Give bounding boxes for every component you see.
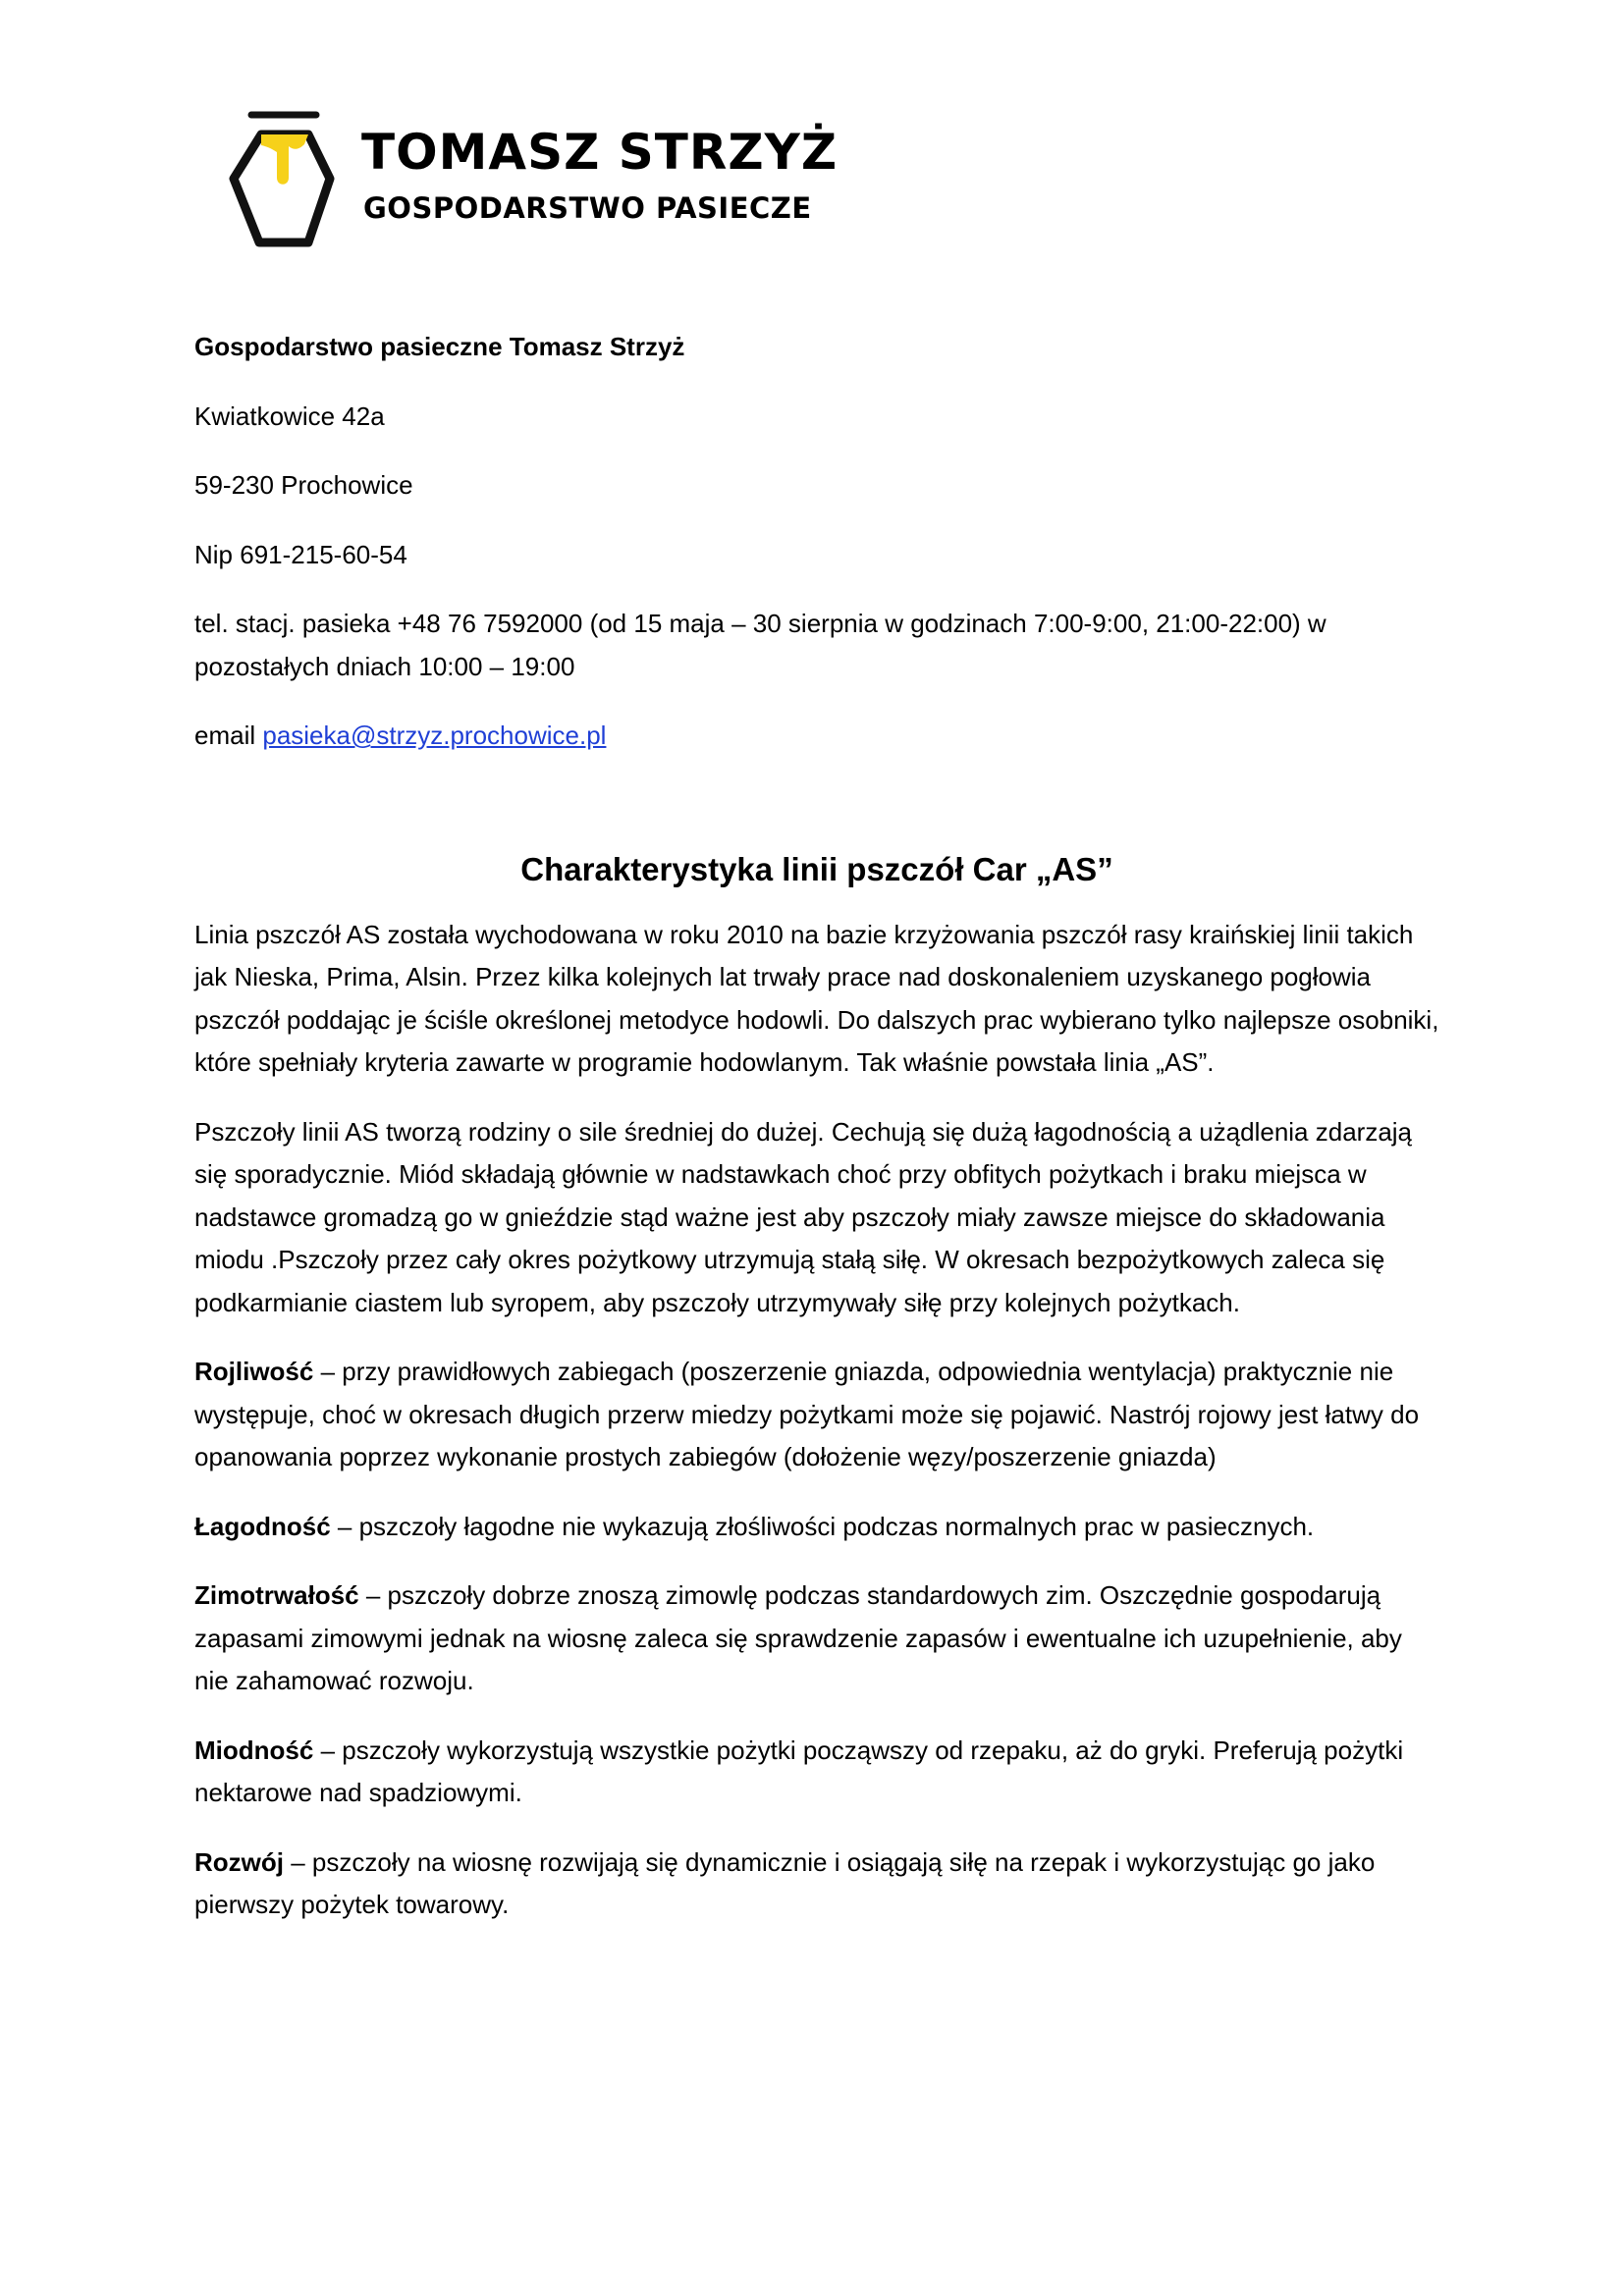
email-line: [194, 715, 1439, 758]
trait-term: Rozwój: [194, 1846, 284, 1877]
company-name: Gospodarstwo pasieczne Tomasz Strzyż: [194, 332, 685, 361]
trait-term: Rojliwość: [194, 1357, 314, 1386]
trait-development: [194, 1842, 1439, 1927]
trait-description: – przy prawidłowych zabiegach (poszerzenie gniazda, odpowiednia wentylacja) praktycznie nie występuje, choć w okresach długich przerw miedzy pożytkami może się pojawić. Nastrój rojowy jest łatwy do opanowania poprzez wykonanie prostych zabiegów (dołożenie węzy/poszerzenie gniazda): [194, 1357, 1420, 1471]
trait-term: Miodność: [194, 1735, 314, 1765]
trait-description: – pszczoły wykorzystują wszystkie pożytki począwszy od rzepaku, aż do gryki. Preferują pożytki nektarowe nad spadziowymi.: [194, 1735, 1404, 1807]
paragraph-intro-2: Pszczoły linii AS tworzą rodziny o sile średniej do dużej. Cechują się dużą łagodnością a użądlenia zdarzają się sporadycznie. Miód składają głównie w nadstawkach choć przy obfitych pożytkach i braku miejsca w nadstawce gromadzą go w gnieździe stąd ważne jest aby pszczoły miały zawsze miejsce do składowania miodu .Pszczoły przez cały okres pożytkowy utrzymują stałą siłę. W okresach bezpożytkowych zaleca się podkarmianie ciastem lub syropem, aby pszczoły utrzymywały siłę przy kolejnych pożytkach.: [194, 1116, 1413, 1317]
document-title: Charakterystyka linii pszczół Car „AS”: [520, 850, 1113, 887]
logo-title: TOMASZ STRZYŻ: [361, 124, 839, 181]
trait-description: – pszczoły łagodne nie wykazują złośliwości podczas normalnych prac w pasiecznych.: [330, 1511, 1315, 1541]
email-link[interactable]: pasieka@strzyz.prochowice.pl: [262, 721, 607, 750]
street-address: Kwiatkowice 42a: [194, 400, 385, 431]
trait-swarming: [194, 1351, 1439, 1479]
email-label: email: [194, 721, 263, 750]
paragraph-intro-1: Linia pszczół AS została wychodowana w roku 2010 na bazie krzyżowania pszczół rasy kraińskiej linii takich jak Nieska, Prima, Alsin. Przez kilka kolejnych lat trwały prace nad doskonaleniem uzyskanego pogłowia pszczół poddając je ściśle określonej metodyce hodowli. Do dalszych prac wybierano tylko najlepsze osobniki, które spełniały kryteria zawarte w programie hodowlanym. Tak właśnie powstała linia „AS”.: [194, 919, 1439, 1077]
trait-term: Łagodność: [194, 1511, 331, 1541]
phone-info: tel. stacj. pasieka +48 76 7592000 (od 15 maja – 30 sierpnia w godzinach 7:00-9:00, 21:00-22:00) w pozostałych dniach 10:00 – 19:00: [194, 609, 1326, 681]
address-block: [194, 326, 1439, 758]
trait-term: Zimotrwałość: [194, 1580, 359, 1610]
trait-gentleness: [194, 1506, 1439, 1549]
logo-subtitle: GOSPODARSTWO PASIECZE: [363, 191, 812, 225]
postal-city: 59-230 Prochowice: [194, 470, 413, 500]
trait-description: – pszczoły dobrze znoszą zimowlę podczas standardowych zim. Oszczędnie gospodarują zapasami zimowymi jednak na wiosnę zaleca się sprawdzenie zapasów i ewentualne ich uzupełnienie, aby nie zahamować rozwoju.: [194, 1580, 1402, 1695]
document-body: [194, 914, 1439, 1927]
trait-honey-yield: [194, 1730, 1439, 1815]
trait-winter-hardiness: [194, 1575, 1439, 1703]
honeycomb-honey-drip-icon: [222, 108, 350, 255]
document-content: [194, 326, 1439, 1927]
trait-description: – pszczoły na wiosnę rozwijają się dynamicznie i osiągają siłę na rzepak i wykorzystując go jako pierwszy pożytek towarowy.: [194, 1846, 1376, 1919]
company-logo: [222, 108, 839, 255]
tax-id: Nip 691-215-60-54: [194, 539, 407, 569]
